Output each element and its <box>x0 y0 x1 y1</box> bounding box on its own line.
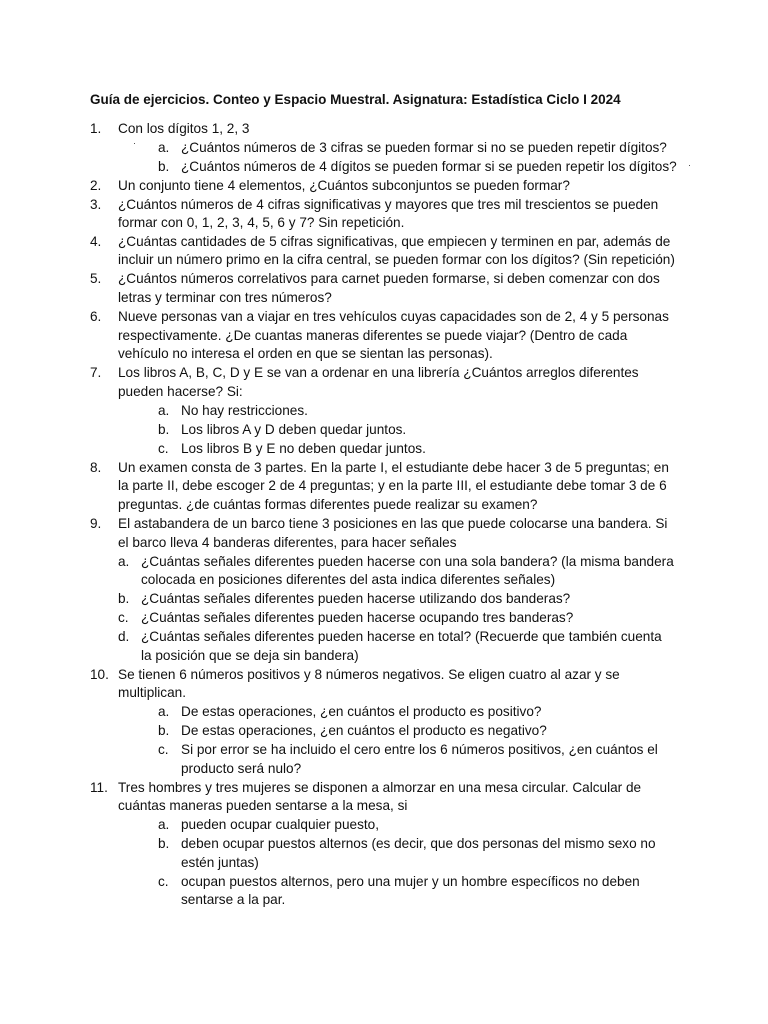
item-text: multiplican. <box>118 685 186 700</box>
subitem-letter: a. <box>158 817 170 832</box>
subitem-text: sentarse a la par. <box>181 892 286 907</box>
page-title: Guía de ejercicios. Conteo y Espacio Muestral. Asignatura: Estadística Ciclo I 2024 <box>90 92 621 107</box>
item-number: 8. <box>90 460 102 475</box>
subitem-letter: c. <box>158 441 169 456</box>
item-number: 10. <box>90 667 109 682</box>
item-text: Los libros A, B, C, D y E se van a ordenar en una librería ¿Cuántos arreglos diferentes <box>118 365 639 380</box>
subitem-text: ¿Cuántas señales diferentes pueden hacerse utilizando dos banderas? <box>141 591 571 606</box>
subitem-text: ¿Cuántos números de 4 dígitos se pueden formar si se pueden repetir los dígitos? <box>181 159 677 174</box>
stray-dot: · <box>688 160 691 170</box>
item-text: vehículo no interesa el orden en que se sientan las personas). <box>118 346 493 361</box>
subitem-letter: a. <box>158 140 170 155</box>
item-text: Se tienen 6 números positivos y 8 números negativos. Se eligen cuatro al azar y se <box>118 667 620 682</box>
item-text: Nueve personas van a viajar en tres vehículos cuyas capacidades son de 2, 4 y 5 personas <box>118 309 669 324</box>
subitem-text: ¿Cuántas señales diferentes pueden hacerse ocupando tres banderas? <box>141 610 574 625</box>
subitem-text: De estas operaciones, ¿en cuántos el producto es positivo? <box>181 704 542 719</box>
subitem-letter: b. <box>158 422 170 437</box>
item-text: formar con 0, 1, 2, 3, 4, 5, 6 y 7? Sin repetición. <box>118 215 405 230</box>
subitem-letter: b. <box>158 723 170 738</box>
item-text: Un conjunto tiene 4 elementos, ¿Cuántos subconjuntos se pueden formar? <box>118 178 570 193</box>
item-text: el barco lleva 4 banderas diferentes, para hacer señales <box>118 535 457 550</box>
subitem-letter: c. <box>158 874 169 889</box>
item-text: ¿Cuántas cantidades de 5 cifras significativas, que empiecen y terminen en par, además de <box>118 234 671 249</box>
subitem-letter: a. <box>158 403 170 418</box>
subitem-text: Los libros A y D deben quedar juntos. <box>181 422 407 437</box>
subitem-text: deben ocupar puestos alternos (es decir, que dos personas del mismo sexo no <box>181 836 656 851</box>
stray-dot: · <box>133 138 136 148</box>
item-number: 6. <box>90 309 102 324</box>
subitem-text: producto será nulo? <box>181 761 302 776</box>
subitem-text: la posición que se deja sin bandera) <box>141 648 359 663</box>
item-text: Tres hombres y tres mujeres se disponen a almorzar en una mesa circular. Calcular de <box>118 780 642 795</box>
subitem-text: ¿Cuántas señales diferentes pueden hacerse con una sola bandera? (la misma bandera <box>141 554 674 569</box>
subitem-text: Si por error se ha incluido el cero entre los 6 números positivos, ¿en cuántos el <box>181 742 658 757</box>
subitem-letter: d. <box>118 629 130 644</box>
subitem-text: ¿Cuántos números de 3 cifras se pueden formar si no se pueden repetir dígitos? <box>181 140 667 155</box>
item-number: 1. <box>90 121 102 136</box>
subitem-text: Los libros B y E no deben quedar juntos. <box>181 441 426 456</box>
subitem-text: No hay restricciones. <box>181 403 308 418</box>
subitem-text: pueden ocupar cualquier puesto, <box>181 817 380 832</box>
item-number: 2. <box>90 178 102 193</box>
subitem-text: ocupan puestos alternos, pero una mujer y un hombre específicos no deben <box>181 874 640 889</box>
item-number: 3. <box>90 197 102 212</box>
subitem-letter: a. <box>158 704 170 719</box>
item-text: Un examen consta de 3 partes. En la parte I, el estudiante debe hacer 3 de 5 preguntas; en <box>118 460 669 475</box>
item-text: incluir un número primo en la cifra central, se pueden formar con los dígitos? (Sin repetición) <box>118 252 675 267</box>
subitem-letter: b. <box>158 159 170 174</box>
item-text: letras y terminar con tres números? <box>118 290 332 305</box>
item-text: ¿Cuántos números de 4 cifras significativas y mayores que tres mil trescientos se pueden <box>118 197 659 212</box>
item-text: cuántas maneras pueden sentarse a la mesa, si <box>118 798 408 813</box>
item-text: ¿Cuántos números correlativos para carnet pueden formarse, si deben comenzar con dos <box>118 271 660 286</box>
item-text: preguntas. ¿de cuántas formas diferentes puede realizar su examen? <box>118 497 538 512</box>
subitem-text: estén juntas) <box>181 855 259 870</box>
item-number: 9. <box>90 516 102 531</box>
subitem-text: ¿Cuántas señales diferentes pueden hacerse en total? (Recuerde que también cuenta <box>141 629 662 644</box>
subitem-letter: a. <box>118 554 130 569</box>
item-number: 11. <box>90 780 108 795</box>
subitem-text: De estas operaciones, ¿en cuántos el producto es negativo? <box>181 723 547 738</box>
item-number: 4. <box>90 234 102 249</box>
item-text: la parte II, debe escoger 2 de 4 preguntas; y en la parte III, el estudiante debe tomar 3 de 6 <box>118 478 667 493</box>
item-number: 7. <box>90 365 102 380</box>
item-number: 5. <box>90 271 102 286</box>
subitem-text: colocada en posiciones diferentes del asta indica diferentes señales) <box>141 572 556 587</box>
item-text: El astabandera de un barco tiene 3 posiciones en las que puede colocarse una bandera. Si <box>118 516 668 531</box>
item-text: pueden hacerse? Si: <box>118 384 243 399</box>
subitem-letter: c. <box>158 742 169 757</box>
subitem-letter: c. <box>118 610 129 625</box>
subitem-letter: b. <box>118 591 130 606</box>
subitem-letter: b. <box>158 836 170 851</box>
item-text: respectivamente. ¿De cuantas maneras diferentes se puede viajar? (Dentro de cada <box>118 328 628 343</box>
item-text: Con los dígitos 1, 2, 3 <box>118 121 250 136</box>
